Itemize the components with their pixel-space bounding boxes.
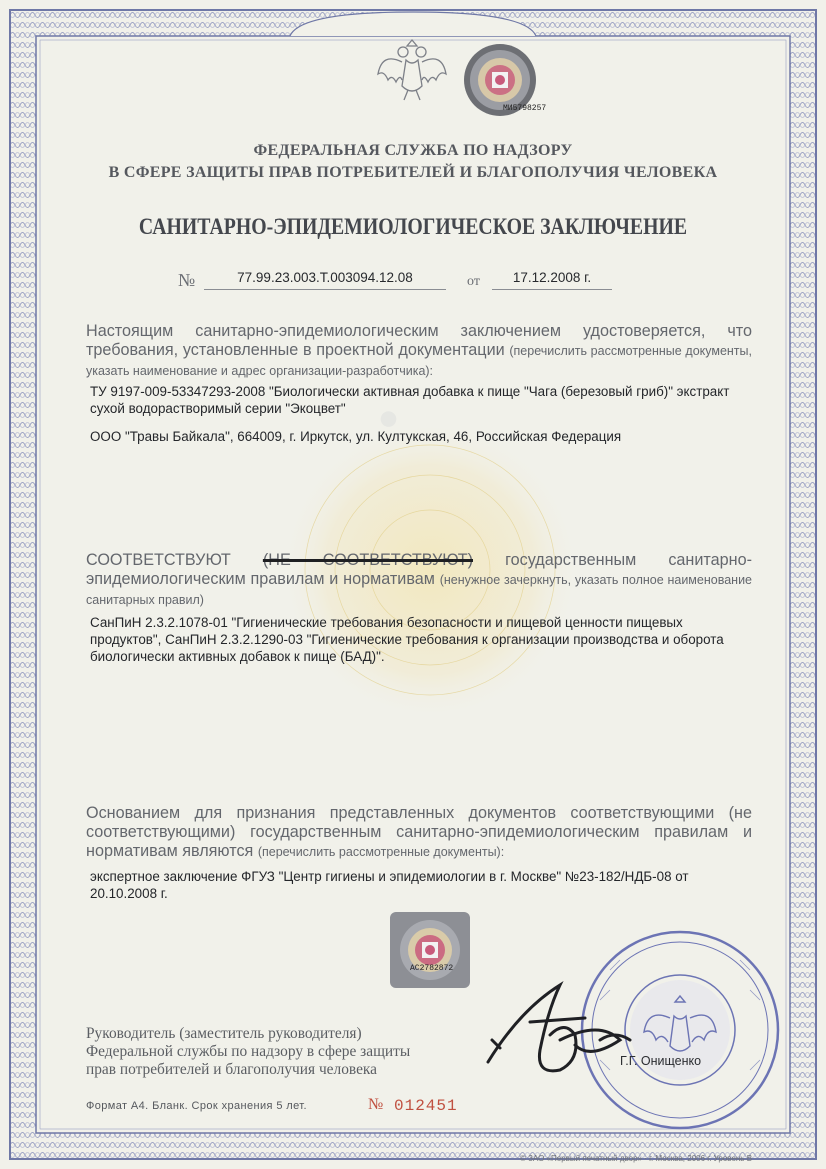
signatory-line1: Руководитель (заместитель руководителя) bbox=[86, 1025, 362, 1042]
document-title: САНИТАРНО-ЭПИДЕМИОЛОГИЧЕСКОЕ ЗАКЛЮЧЕНИЕ bbox=[138, 214, 688, 239]
sanitary-rules: СанПиН 2.3.2.1078-01 "Гигиенические требования безопасности и пищевой ценности пищевых продуктов", СанПиН 2.3.2.1290-03 "Гигиенические требования к организации производства и оборота биологически активных добавок к пище (БАД)". bbox=[90, 615, 724, 664]
section3-text: Основанием для признания представленных документов соответствующими (не соответствующими) государственным санитарно-эпидемиологическим правилам и нормативам являются bbox=[86, 804, 752, 860]
number-label: № bbox=[178, 270, 196, 290]
product-description: ТУ 9197-009-53347293-2008 "Биологически активная добавка к пище "Чага (березовый гриб)" экстракт сухой водорастворимый серии "Экоцвет" bbox=[90, 384, 730, 416]
agency-name-line1: ФЕДЕРАЛЬНАЯ СЛУЖБА ПО НАДЗОРУ bbox=[253, 142, 573, 159]
section2-hint: (ненужное зачеркнуть, указать полное наименование санитарных правил) bbox=[86, 573, 752, 607]
signatory-title bbox=[86, 1025, 446, 1079]
not-complies-text: (НЕ СООТВЕТСТВУЮТ) bbox=[262, 551, 473, 569]
signatory-line3: прав потребителей и благополучия человека bbox=[86, 1061, 377, 1078]
section2-compliance bbox=[86, 551, 752, 610]
hologram-icon bbox=[390, 912, 470, 988]
section1-intro bbox=[86, 322, 752, 381]
section1-intro-text: Настоящим санитарно-эпидемиологическим заключением удостоверяется, что требования, установленные в проектной документации bbox=[86, 322, 752, 359]
organization-address: ООО "Травы Байкала", 664009, г. Иркутск, ул. Култукская, 46, Российская Федерация bbox=[90, 429, 622, 444]
official-seal-icon bbox=[582, 932, 778, 1128]
certificate-number: 77.99.23.003.Т.003094.12.08 bbox=[237, 270, 413, 285]
complies-text: СООТВЕТСТВУЮТ bbox=[86, 551, 231, 569]
section2-text: государственным санитарно-эпидемиологическим правилам и нормативам bbox=[86, 551, 752, 588]
section3-hint: (перечислить рассмотренные документы): bbox=[257, 845, 505, 859]
agency-name-line2: В СФЕРЕ ЗАЩИТЫ ПРАВ ПОТРЕБИТЕЛЕЙ И БЛАГОПОЛУЧИЯ ЧЕЛОВЕКА bbox=[108, 164, 718, 181]
number-underline bbox=[204, 289, 446, 290]
signature-icon bbox=[488, 985, 630, 1071]
date-underline bbox=[492, 289, 612, 290]
form-note: Формат А4. Бланк. Срок хранения 5 лет. bbox=[86, 1100, 307, 1112]
serial-label: № bbox=[368, 1096, 384, 1113]
bottom-hologram-code: АС2782872 bbox=[410, 964, 454, 973]
expert-conclusion: экспертное заключение ФГУЗ "Центр гигиены и эпидемиологии в г. Москве" №23-182/НДБ-08 от 20.10.2008 г. bbox=[90, 869, 689, 901]
section1-hint: (перечислить рассмотренные документы, указать наименование и адрес организации-разработчика): bbox=[86, 344, 752, 378]
russian-eagle-emblem-icon bbox=[378, 40, 446, 100]
certificate-date: 17.12.2008 г. bbox=[512, 270, 592, 285]
watermark: · bbox=[331, 383, 446, 449]
signer-name: Г.Г. Онищенко bbox=[620, 1054, 702, 1068]
date-label: от bbox=[467, 274, 480, 289]
serial-number: 012451 bbox=[394, 1097, 458, 1115]
printer-note: © ЗАО «Первый печатный двор» · г. Москва, 2006 г. Уровень В bbox=[520, 1154, 753, 1163]
top-hologram-code: МИ5798257 bbox=[503, 104, 547, 113]
signatory-line2: Федеральной службы по надзору в сфере защиты bbox=[86, 1043, 411, 1060]
section3-basis bbox=[86, 804, 752, 862]
